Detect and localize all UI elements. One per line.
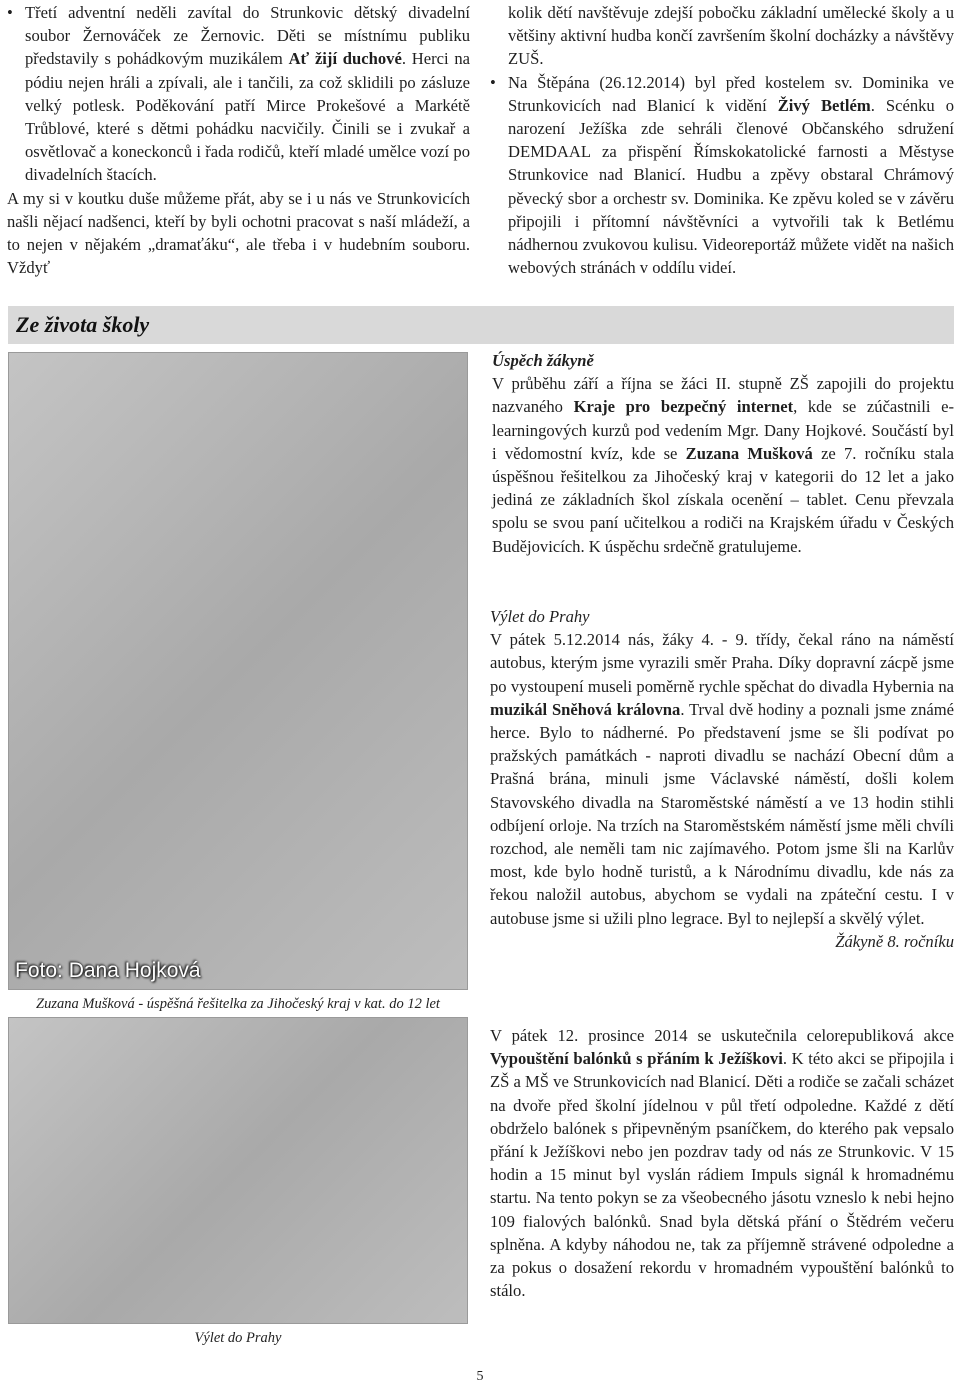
page-number: 5 xyxy=(476,1369,484,1384)
left-bullet-list xyxy=(4,1,470,187)
photo-award-girl xyxy=(8,352,468,990)
list-item: • Na Štěpána (26.12.2014) byl před kostelem sv. Dominika ve Strunkovicích nad Blanicí k vidění Živý Betlém. Scénku o narození Ježíška zde sehráli členové Občanského sdružení DEMDAAL za přispění Římskokatolické farnosti a Městyse Strunkovice nad Blanicí. Hudbu a zpěvy obstaral Chrámový pěvecký sbor a orchestr sv. Dominika. Ke zpěvu koled se v závěru připojili i přítomní návštěvníci a vytvořili tak k Betlému nádhernou zvukovou kulisu. Videoreportáž můžete vidět na našich webových stránách v oddílu videí. xyxy=(487,71,954,280)
section-header-bar xyxy=(8,306,954,344)
article-body: V pátek 5.12.2014 nás, žáky 4. - 9. třídy, čekal ráno na náměstí autobus, kterým jsme vyrazili směr Praha. Díky dopravní zácpě jsme po vystoupení museli poměrně rychle spěchat do divadla Hybernia na muzikál Sněhová královna. Trval dvě hodiny a poznali jsme známé herce. Bylo to nádherné. Po představení jsme se šli podívat po pražských památkách - naproti divadlu se nachází Obecní dům a Prašná brána, minuli jsme Václavské náměstí, došli kolem Stavovského divadla na Staroměstské náměstí a ve 13 hodin stihli odbíjení orloje. Na trzích na Staroměstském náměstí jsme měli chvíli rozchod, ale neměli tam nic zajímavého. Potom jsme šli na Karlův most, kde bylo hodně turistů, a k Národnímu divadlu, kde nás za řekou naložil autobus, abychom se vydali na zpáteční cestu. I v autobuse jsme si užili plno legrace. Byl to nejlepší a skvělý výlet. xyxy=(490,630,954,928)
article-balloons xyxy=(490,1024,954,1302)
list-item: • Třetí adventní neděli zavítal do Strunkovic dětský divadelní soubor Žernováček ze Žernovic. Děti se místnímu publiku představily s pohádkovým muzikálem Ať žijí duchové. Herci na pódiu nejen hráli a zpívali, ale i tančili, za což sklidili po zásluze velký potlesk. Poděkování patří Mirce Prokešové a Markétě Trůblové, které s dětmi pohádku nacvičily. Činili se i zvukař a osvětlovač a koneckonců i řada rodičů, kteří mladé umělce vozí po divadelních štacích. xyxy=(4,1,470,187)
photo-credit: Foto: Dana Hojková xyxy=(15,959,201,982)
left-paragraph: A my si v koutku duše můžeme přát, aby se i u nás ve Strunkovicích našli nějací nadšenci, kteří by byli ochotni pracovat s naší mládeží, a to nejen v nějakém „dramaťáku“, ale třeba i v hudebním souboru. Vždyť xyxy=(7,188,470,278)
photo-caption-prague: Výlet do Prahy xyxy=(194,1330,282,1346)
article-prague-trip xyxy=(490,605,954,953)
article-signature: Žákyně 8. ročníku xyxy=(835,931,954,951)
article-body: V pátek 12. prosince 2014 se uskutečnila celorepubliková akce Vypouštění balónků s přáním k Ježíškovi. K této akci se připojila i ZŠ a MŠ ve Strunkovicích nad Blanicí. Děti a rodiče se začali scházet na dvoře před školní jídelnou v půl třetí odpoledne. Každé z dětí obdrželo balónek s připevněným psaníčkem, do kterého pak vepsalo přání k Ježíškovi nebo jen pozdrav tady od nás ze Strunkovic. V 15 hodin a 15 minut byl vyslán rádiem Impuls signál k hromadnému startu. Na tento pokyn se za všeobecného jásotu vzneslo k nebi hejno 109 fialových balónků. Snad byla dětská přání o Štědrém večeru splněna. A kdyby náhodou ne, tak za příjemně strávené odpoledne a za pokus o dosažení rekordu v hromadném vypouštění balónků to stálo. xyxy=(490,1026,955,1301)
left-top-column xyxy=(4,1,470,279)
right-bullet-list xyxy=(487,71,954,280)
photo-caption-award: Zuzana Mušková - úspěšná řešitelka za Jihočeský kraj v kat. do 12 let xyxy=(36,996,440,1012)
article-body: V průběhu září a října se žáci II. stupně ZŠ zapojili do projektu nazvaného Kraje pro bezpečný internet, kde se zúčastnili e-learningových kurzů pod vedením Mgr. Dany Hojkové. Součástí byl i vědomostní kvíz, kde se Zuzana Mušková ze 7. ročníku stala úspěšnou řešitelkou za Jihočeský kraj v kategorii do 12 let a jako jediná ze základních škol získala ocenění – tablet. Cenu převzala spolu se svou paní učitelkou a rodiči na Krajském úřadu v Českých Budějovicích. K úspěchu srdečně gratulujeme. xyxy=(492,374,954,556)
article-heading: Úspěch žákyně xyxy=(492,351,594,370)
article-student-success xyxy=(492,349,954,558)
right-continuation: kolik dětí navštěvuje zdejší pobočku základní umělecké školy a u většiny aktivní hudba končí završením školní docházky a návštěvy ZUŠ. xyxy=(508,3,954,69)
article-heading: Výlet do Prahy xyxy=(490,607,590,626)
photo-prague-trip xyxy=(8,1017,468,1324)
section-title: Ze života školy xyxy=(16,312,150,337)
right-top-column xyxy=(487,1,954,279)
